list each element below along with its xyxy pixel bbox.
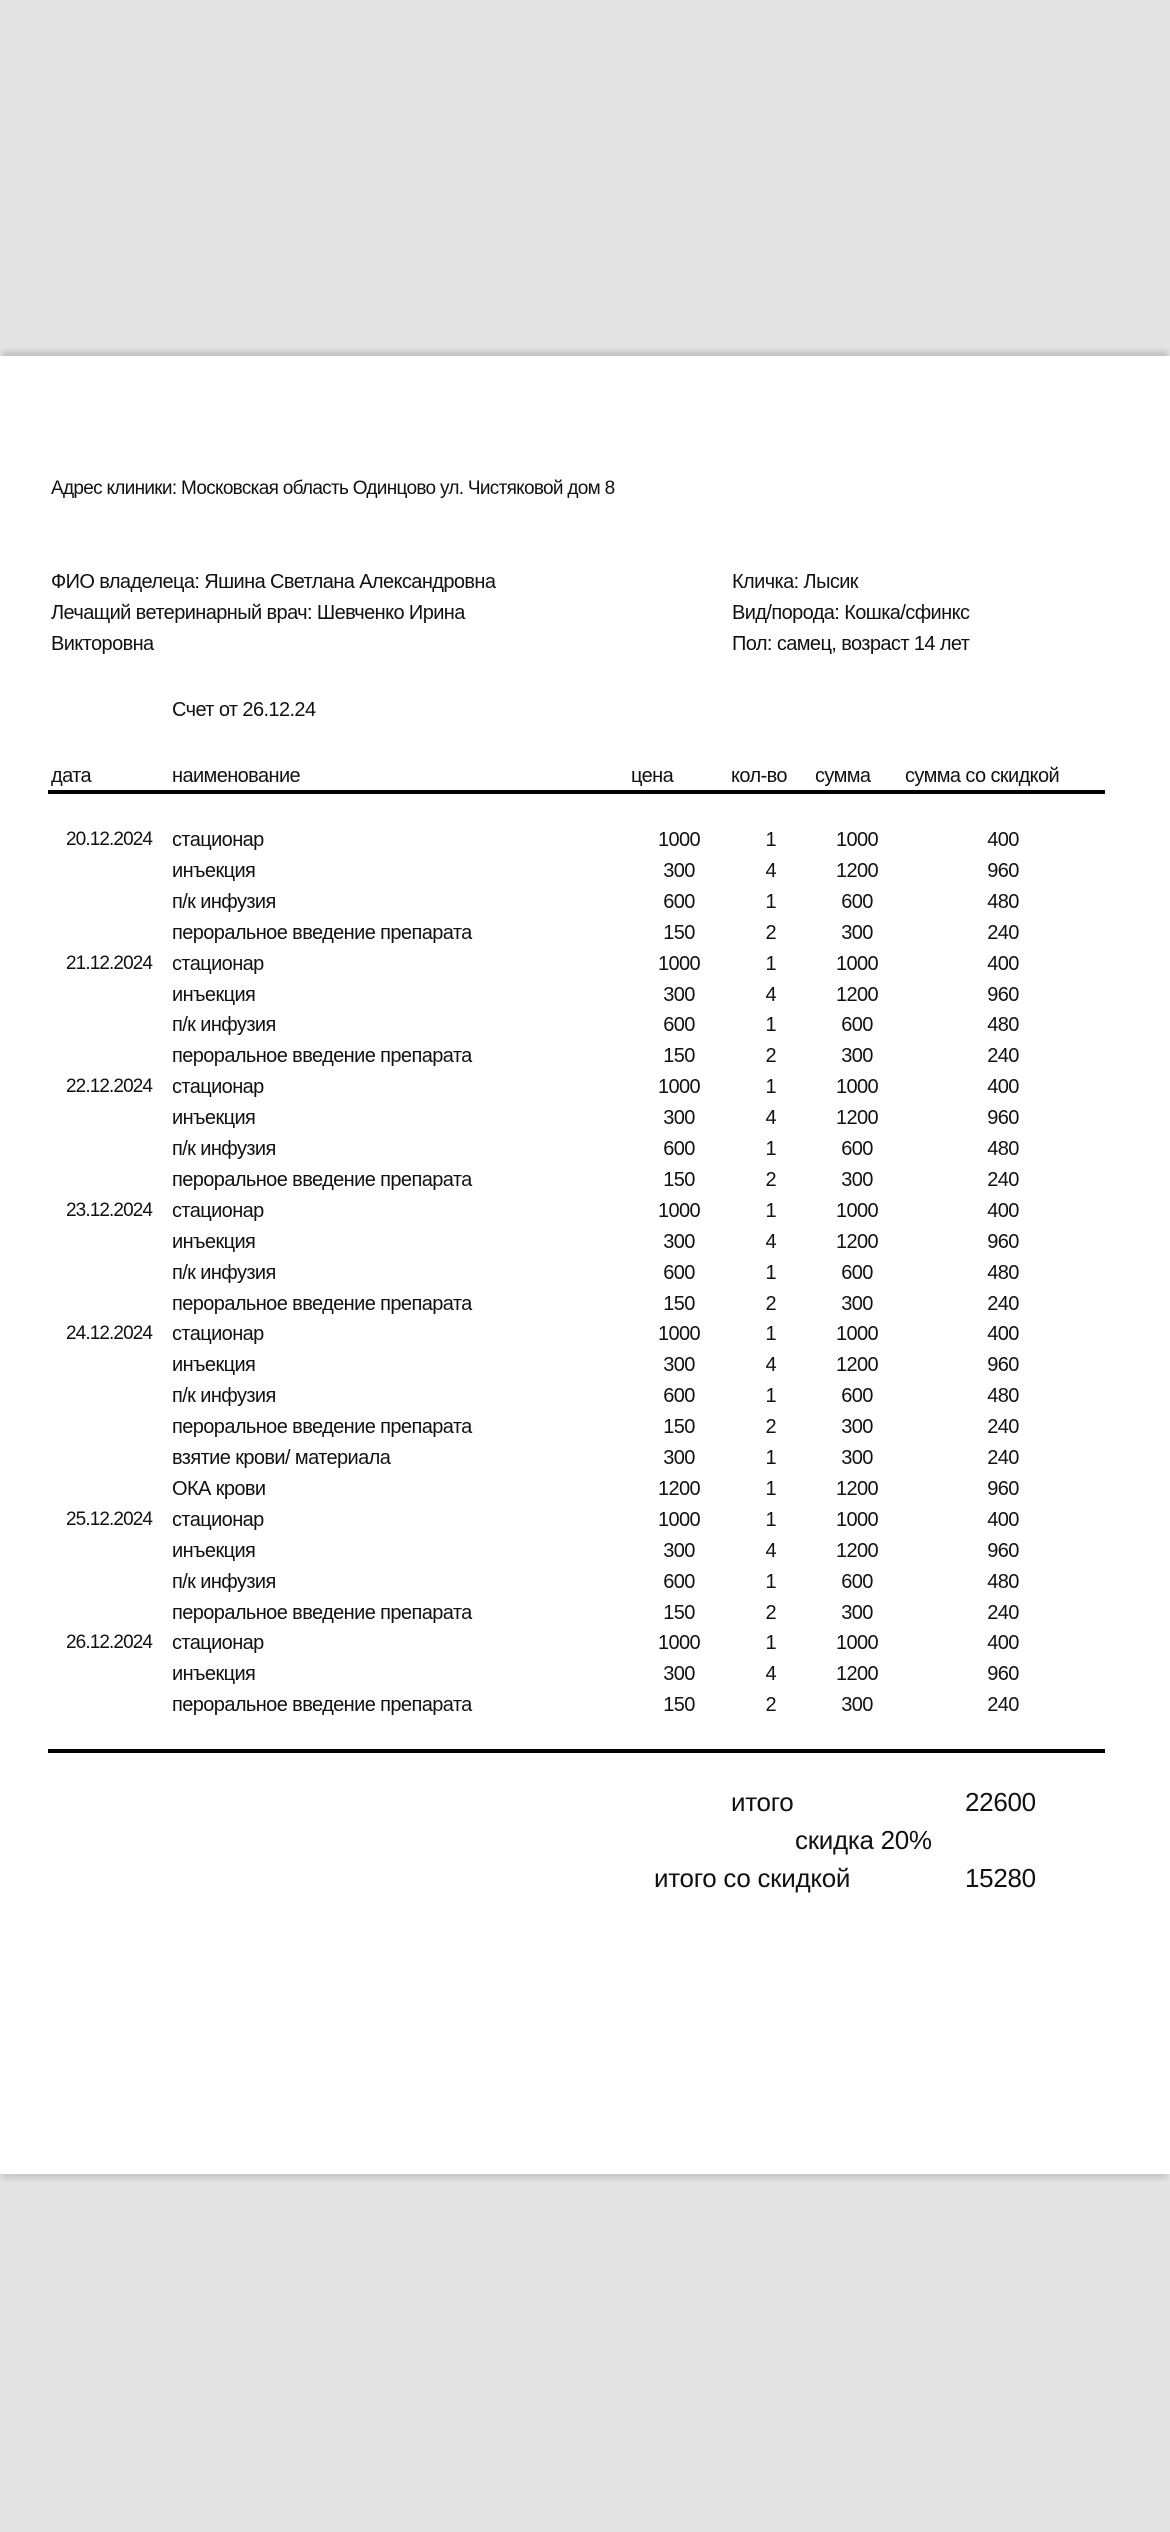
header-name: наименование bbox=[172, 765, 301, 787]
row-discount-sum: 960 bbox=[987, 983, 1019, 1006]
row-sum: 300 bbox=[841, 1168, 873, 1191]
row-name: стационар bbox=[172, 1632, 264, 1655]
row-qty: 2 bbox=[765, 1601, 777, 1624]
table-row bbox=[0, 828, 1170, 859]
row-sum: 600 bbox=[841, 1014, 873, 1037]
row-name: взятие крови/ материала bbox=[172, 1447, 391, 1469]
row-date: 22.12.2024 bbox=[66, 1076, 153, 1098]
row-qty: 1 bbox=[765, 1632, 777, 1655]
row-price: 300 bbox=[663, 1663, 695, 1686]
table-row bbox=[0, 1693, 1170, 1724]
row-discount-sum: 240 bbox=[987, 1045, 1019, 1068]
row-price: 600 bbox=[663, 890, 695, 913]
row-discount-sum: 480 bbox=[987, 1014, 1019, 1037]
row-sum: 1200 bbox=[835, 1663, 879, 1686]
row-price: 1000 bbox=[657, 829, 701, 851]
row-qty: 1 bbox=[765, 1447, 777, 1469]
table-row bbox=[0, 1631, 1170, 1662]
table-row bbox=[0, 1601, 1170, 1632]
row-sum: 1000 bbox=[835, 952, 879, 975]
pet-name: Кличка: Лысик bbox=[732, 571, 858, 593]
vet-name-line1: Лечащий ветеринарный врач: Шевченко Ирина bbox=[51, 602, 465, 624]
row-price: 300 bbox=[663, 1107, 695, 1130]
row-qty: 1 bbox=[765, 890, 777, 913]
row-discount-sum: 400 bbox=[987, 1076, 1019, 1099]
row-sum: 1200 bbox=[835, 1107, 879, 1130]
row-qty: 4 bbox=[765, 1354, 777, 1377]
row-sum: 1000 bbox=[835, 1508, 879, 1531]
row-qty: 2 bbox=[765, 921, 777, 944]
table-row bbox=[0, 890, 1170, 921]
row-sum: 300 bbox=[841, 1447, 873, 1469]
row-discount-sum: 400 bbox=[987, 1632, 1019, 1655]
table-row bbox=[0, 1044, 1170, 1075]
header-qty: кол-во bbox=[731, 765, 787, 787]
row-discount-sum: 400 bbox=[987, 1199, 1019, 1222]
row-name: п/к инфузия bbox=[172, 1261, 276, 1284]
table-row bbox=[0, 921, 1170, 952]
footer-rule bbox=[48, 1749, 1105, 1753]
table-row bbox=[0, 1292, 1170, 1323]
row-date: 25.12.2024 bbox=[66, 1508, 153, 1530]
row-name: пероральное введение препарата bbox=[172, 1601, 472, 1624]
table-row bbox=[0, 1013, 1170, 1044]
row-name: пероральное введение препарата bbox=[172, 1045, 472, 1068]
row-qty: 1 bbox=[765, 829, 777, 851]
row-name: стационар bbox=[172, 1076, 264, 1099]
table-row bbox=[0, 1322, 1170, 1353]
row-sum: 300 bbox=[841, 1601, 873, 1624]
row-price: 300 bbox=[663, 1539, 695, 1562]
discounted-total-label: итого со скидкой bbox=[654, 1863, 851, 1893]
vet-name-line2: Викторовна bbox=[51, 633, 154, 655]
table-row bbox=[0, 1261, 1170, 1292]
row-sum: 300 bbox=[841, 1292, 873, 1315]
row-name: инъекция bbox=[172, 1354, 256, 1377]
row-price: 300 bbox=[663, 1354, 695, 1377]
row-name: инъекция bbox=[172, 1107, 256, 1130]
table-row bbox=[0, 1106, 1170, 1137]
row-name: стационар bbox=[172, 1199, 264, 1222]
row-qty: 4 bbox=[765, 983, 777, 1006]
header-price: цена bbox=[631, 765, 674, 787]
row-sum: 1200 bbox=[835, 1539, 879, 1562]
row-discount-sum: 480 bbox=[987, 890, 1019, 913]
header-discount-sum: сумма со скидкой bbox=[905, 765, 1060, 787]
row-sum: 300 bbox=[841, 1045, 873, 1068]
row-qty: 1 bbox=[765, 1138, 777, 1160]
row-qty: 4 bbox=[765, 1230, 777, 1253]
row-discount-sum: 960 bbox=[987, 1107, 1019, 1130]
row-name: п/к инфузия bbox=[172, 1570, 276, 1593]
owner-name: ФИО владелеца: Яшина Светлана Александровна bbox=[51, 571, 496, 593]
pet-species: Вид/порода: Кошка/сфинкс bbox=[732, 602, 970, 624]
row-qty: 1 bbox=[765, 1076, 777, 1099]
row-discount-sum: 240 bbox=[987, 921, 1019, 944]
row-discount-sum: 400 bbox=[987, 829, 1019, 851]
row-name: инъекция bbox=[172, 983, 256, 1006]
row-price: 1000 bbox=[657, 1632, 701, 1655]
row-sum: 1200 bbox=[835, 859, 879, 882]
row-date: 20.12.2024 bbox=[66, 829, 153, 850]
table-row bbox=[0, 1168, 1170, 1199]
table-row bbox=[0, 1415, 1170, 1446]
row-sum: 600 bbox=[841, 1385, 873, 1408]
row-qty: 1 bbox=[765, 1014, 777, 1037]
row-price: 1000 bbox=[657, 952, 701, 975]
row-discount-sum: 960 bbox=[987, 1663, 1019, 1686]
table-row bbox=[0, 1539, 1170, 1570]
row-discount-sum: 240 bbox=[987, 1292, 1019, 1315]
row-qty: 1 bbox=[765, 1323, 777, 1346]
row-sum: 600 bbox=[841, 1261, 873, 1284]
row-sum: 1000 bbox=[835, 1199, 879, 1222]
row-discount-sum: 480 bbox=[987, 1138, 1019, 1160]
row-price: 600 bbox=[663, 1570, 695, 1593]
row-date: 26.12.2024 bbox=[66, 1632, 153, 1654]
row-name: стационар bbox=[172, 952, 264, 975]
table-row bbox=[0, 1477, 1170, 1508]
row-price: 300 bbox=[663, 859, 695, 882]
row-discount-sum: 960 bbox=[987, 1477, 1019, 1500]
table-row bbox=[0, 1662, 1170, 1693]
table-row bbox=[0, 983, 1170, 1014]
row-price: 600 bbox=[663, 1261, 695, 1284]
row-price: 300 bbox=[663, 1447, 695, 1469]
row-name: пероральное введение препарата bbox=[172, 921, 472, 944]
clinic-address: Адрес клиники: Московская область Одинцово ул. Чистяковой дом 8 bbox=[51, 478, 615, 499]
row-qty: 4 bbox=[765, 859, 777, 882]
discounted-total-value: 15280 bbox=[965, 1863, 1036, 1893]
row-discount-sum: 400 bbox=[987, 1508, 1019, 1531]
row-date: 24.12.2024 bbox=[66, 1323, 153, 1345]
row-name: стационар bbox=[172, 829, 264, 851]
row-price: 300 bbox=[663, 1230, 695, 1253]
row-price: 150 bbox=[663, 921, 695, 944]
row-discount-sum: 960 bbox=[987, 1230, 1019, 1253]
row-sum: 600 bbox=[841, 1570, 873, 1593]
row-qty: 2 bbox=[765, 1168, 777, 1191]
row-name: инъекция bbox=[172, 859, 256, 882]
row-price: 1000 bbox=[657, 1076, 701, 1099]
row-discount-sum: 960 bbox=[987, 1539, 1019, 1562]
row-name: п/к инфузия bbox=[172, 890, 276, 913]
table-row bbox=[0, 1570, 1170, 1601]
row-qty: 1 bbox=[765, 1385, 777, 1408]
row-name: п/к инфузия bbox=[172, 1014, 276, 1037]
row-qty: 2 bbox=[765, 1694, 777, 1717]
table-row bbox=[0, 859, 1170, 890]
row-name: пероральное введение препарата bbox=[172, 1168, 472, 1191]
row-qty: 4 bbox=[765, 1539, 777, 1562]
row-discount-sum: 400 bbox=[987, 952, 1019, 975]
discount-label: скидка 20% bbox=[795, 1825, 932, 1855]
row-qty: 1 bbox=[765, 1570, 777, 1593]
row-sum: 600 bbox=[841, 1138, 873, 1160]
row-price: 1000 bbox=[657, 1199, 701, 1222]
row-discount-sum: 480 bbox=[987, 1570, 1019, 1593]
row-sum: 1200 bbox=[835, 1230, 879, 1253]
row-sum: 1000 bbox=[835, 1323, 879, 1346]
row-name: стационар bbox=[172, 1323, 264, 1346]
row-discount-sum: 240 bbox=[987, 1601, 1019, 1624]
row-price: 150 bbox=[663, 1045, 695, 1068]
row-discount-sum: 240 bbox=[987, 1416, 1019, 1439]
row-discount-sum: 240 bbox=[987, 1168, 1019, 1191]
table-row bbox=[0, 1353, 1170, 1384]
row-date: 21.12.2024 bbox=[66, 952, 153, 974]
row-qty: 1 bbox=[765, 1199, 777, 1222]
row-price: 600 bbox=[663, 1014, 695, 1037]
row-discount-sum: 480 bbox=[987, 1261, 1019, 1284]
row-sum: 300 bbox=[841, 1694, 873, 1717]
row-name: инъекция bbox=[172, 1539, 256, 1562]
row-name: стационар bbox=[172, 1508, 264, 1531]
row-price: 150 bbox=[663, 1694, 695, 1717]
row-date: 23.12.2024 bbox=[66, 1199, 153, 1221]
row-discount-sum: 240 bbox=[987, 1447, 1019, 1469]
table-row bbox=[0, 1446, 1170, 1477]
table-row bbox=[0, 1384, 1170, 1415]
row-sum: 1000 bbox=[835, 829, 879, 851]
row-name: пероральное введение препарата bbox=[172, 1694, 472, 1717]
row-price: 600 bbox=[663, 1138, 695, 1160]
table-row bbox=[0, 1137, 1170, 1168]
row-sum: 300 bbox=[841, 1416, 873, 1439]
row-price: 600 bbox=[663, 1385, 695, 1408]
row-qty: 2 bbox=[765, 1416, 777, 1439]
header-rule bbox=[48, 790, 1105, 794]
row-qty: 2 bbox=[765, 1292, 777, 1315]
row-name: ОКА крови bbox=[172, 1477, 266, 1500]
invoice-title: Счет от 26.12.24 bbox=[172, 699, 316, 721]
row-discount-sum: 240 bbox=[987, 1694, 1019, 1717]
row-sum: 1200 bbox=[835, 1477, 879, 1500]
row-name: п/к инфузия bbox=[172, 1138, 276, 1160]
row-name: п/к инфузия bbox=[172, 1385, 276, 1408]
table-row bbox=[0, 1230, 1170, 1261]
row-sum: 1200 bbox=[835, 983, 879, 1006]
row-sum: 1000 bbox=[835, 1632, 879, 1655]
row-qty: 2 bbox=[765, 1045, 777, 1068]
header-date: дата bbox=[51, 765, 92, 787]
row-name: пероральное введение препарата bbox=[172, 1292, 472, 1315]
row-price: 150 bbox=[663, 1416, 695, 1439]
row-qty: 1 bbox=[765, 1508, 777, 1531]
total-value: 22600 bbox=[965, 1787, 1036, 1817]
row-qty: 1 bbox=[765, 1261, 777, 1284]
row-qty: 1 bbox=[765, 1477, 777, 1500]
total-label: итого bbox=[731, 1787, 794, 1817]
row-qty: 4 bbox=[765, 1107, 777, 1130]
pet-sex-age: Пол: самец, возраст 14 лет bbox=[732, 633, 970, 655]
row-qty: 1 bbox=[765, 952, 777, 975]
row-discount-sum: 480 bbox=[987, 1385, 1019, 1408]
row-price: 1000 bbox=[657, 1508, 701, 1531]
row-name: инъекция bbox=[172, 1230, 256, 1253]
row-price: 300 bbox=[663, 983, 695, 1006]
row-discount-sum: 400 bbox=[987, 1323, 1019, 1346]
row-price: 1000 bbox=[657, 1323, 701, 1346]
row-name: пероральное введение препарата bbox=[172, 1416, 472, 1439]
header-sum: сумма bbox=[815, 765, 871, 787]
row-sum: 300 bbox=[841, 921, 873, 944]
row-price: 150 bbox=[663, 1601, 695, 1624]
row-price: 1200 bbox=[657, 1477, 701, 1500]
row-sum: 1000 bbox=[835, 1076, 879, 1099]
row-qty: 4 bbox=[765, 1663, 777, 1686]
table-row bbox=[0, 952, 1170, 983]
row-discount-sum: 960 bbox=[987, 859, 1019, 882]
row-sum: 1200 bbox=[835, 1354, 879, 1377]
table-row bbox=[0, 1508, 1170, 1539]
table-row bbox=[0, 1075, 1170, 1106]
row-discount-sum: 960 bbox=[987, 1354, 1019, 1377]
row-price: 150 bbox=[663, 1168, 695, 1191]
row-name: инъекция bbox=[172, 1663, 256, 1686]
row-sum: 600 bbox=[841, 890, 873, 913]
table-row bbox=[0, 1199, 1170, 1230]
row-price: 150 bbox=[663, 1292, 695, 1315]
document-page bbox=[0, 356, 1170, 2174]
